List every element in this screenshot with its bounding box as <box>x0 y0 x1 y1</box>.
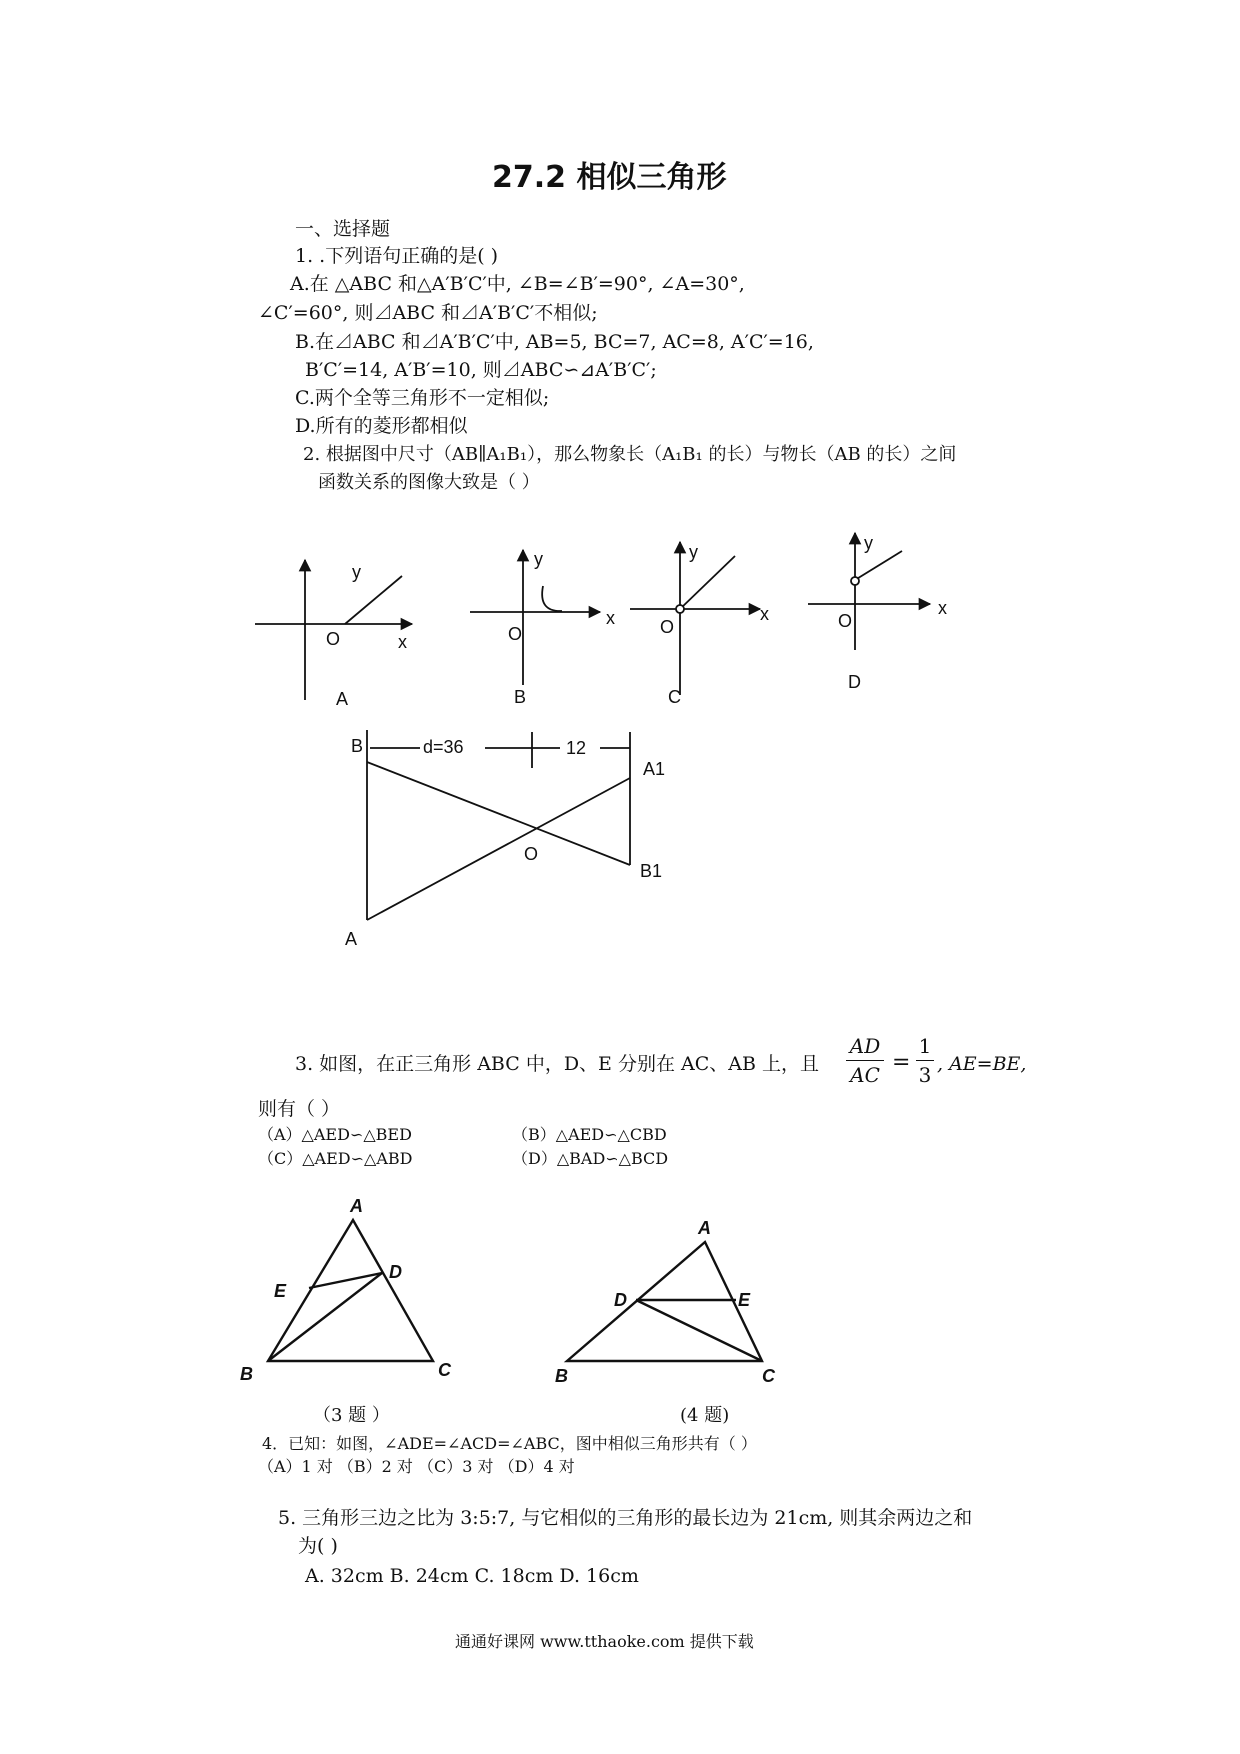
graph-b-y-label: y <box>534 549 543 569</box>
fig4-label-b: B <box>555 1366 568 1386</box>
graph-a-y-label: y <box>352 562 361 582</box>
graph-c-y-label: y <box>689 542 698 562</box>
q3-condition: , AE=BE, <box>937 1053 1027 1075</box>
page-title: 27.2 相似三角形 <box>492 160 727 195</box>
section-heading: 一、选择题 <box>295 218 391 240</box>
q1-option-c: C.两个全等三角形不一定相似; <box>295 387 550 409</box>
q3-option-d: （D）△BAD∽△BCD <box>512 1149 669 1168</box>
fig-label-distance-12: 12 <box>566 738 587 758</box>
q5-options: A. 32cm B. 24cm C. 18cm D. 16cm <box>305 1565 639 1587</box>
q1-stem: 1. .下列语句正确的是( ) <box>295 245 499 267</box>
q3-fraction-one-third <box>916 1034 934 1087</box>
q3-option-a: （A）△AED∽△BED <box>258 1125 412 1144</box>
q2-stem-line1: 2. 根据图中尺寸（AB∥A₁B₁），那么物象长（A₁B₁ 的长）与物长（AB 的长）之间 <box>303 444 957 465</box>
q3-option-c: （C）△AED∽△ABD <box>258 1149 413 1168</box>
fig3-label-a: A <box>350 1196 363 1216</box>
fraction-denominator: AC <box>850 1063 880 1087</box>
q1-option-b-line2: B′C′=14, A′B′=10, 则⊿ABC∽⊿A′B′C′; <box>305 359 657 381</box>
graph-a-x-label: x <box>398 632 407 652</box>
graph-d-x-label: x <box>938 598 947 618</box>
q2-option-graphs <box>0 0 1240 720</box>
fraction-bar <box>846 1060 884 1061</box>
fig-label-o: O <box>524 844 539 864</box>
q3-stem-line1: 3. 如图，在正三角形 ABC 中，D、E 分别在 AC、AB 上，且 <box>295 1053 819 1075</box>
graph-d-origin-label: O <box>838 611 853 631</box>
q1-option-a-line1: A.在 △ABC 和△A′B′C′中, ∠B=∠B′=90°, ∠A=30°, <box>290 273 745 295</box>
graph-d-start-point <box>851 577 859 585</box>
fig-label-distance-36: d=36 <box>423 737 464 757</box>
q5-stem-line1: 5. 三角形三边之比为 3:5:7, 与它相似的三角形的最长边为 21cm, 则其余两边之和 <box>278 1507 973 1529</box>
footer-source: 通通好课网 www.tthaoke.com 提供下载 <box>455 1632 754 1651</box>
q1-option-d: D.所有的菱形都相似 <box>295 415 468 437</box>
fig4-caption: (4 题) <box>680 1405 730 1426</box>
q2-pinhole-figure <box>0 720 1240 980</box>
fig3-label-d: D <box>389 1262 402 1282</box>
q5-stem-line2: 为( ) <box>298 1535 338 1557</box>
fig-label-b1: B1 <box>640 861 663 881</box>
fig3-label-c: C <box>438 1360 451 1380</box>
graph-a-origin-label: O <box>326 629 341 649</box>
fig-label-a: A <box>345 929 358 949</box>
graph-c-origin-point <box>676 605 684 613</box>
fig3-label-e: E <box>274 1281 287 1301</box>
fraction-numerator: AD <box>849 1034 881 1058</box>
fig3-triangle-abc <box>268 1220 433 1361</box>
graph-c-origin-label: O <box>660 617 675 637</box>
fraction-bar <box>916 1060 934 1061</box>
fig-label-a1: A1 <box>643 759 666 779</box>
q3-option-b: （B）△AED∽△CBD <box>512 1125 667 1144</box>
graph-c-line <box>680 556 735 609</box>
graph-b-curve <box>542 586 562 611</box>
fig4-label-c: C <box>762 1366 775 1386</box>
q3-equals: = <box>892 1050 911 1075</box>
fig4-label-d: D <box>614 1290 627 1310</box>
q4-options: （A）1 对 （B）2 对 （C）3 对 （D）4 对 <box>258 1457 575 1476</box>
graph-d-caption: D <box>848 672 861 692</box>
graph-c-x-label: x <box>760 604 769 624</box>
fig3-caption: （3 题 ） <box>313 1405 390 1426</box>
graph-d-y-label: y <box>864 533 873 553</box>
graph-a-caption: A <box>336 689 349 709</box>
graph-a-line <box>345 576 402 624</box>
fig4-label-a: A <box>698 1218 711 1238</box>
q3-q4-figures <box>0 1190 1240 1410</box>
q3-stem-line2: 则有（ ） <box>258 1098 341 1120</box>
fig3-label-b: B <box>240 1364 253 1384</box>
q2-stem-line2: 函数关系的图像大致是（ ） <box>318 472 540 493</box>
graph-c-caption: C <box>668 687 681 707</box>
fraction-numerator: 1 <box>918 1034 932 1058</box>
graph-d-line <box>855 551 902 580</box>
graph-b-x-label: x <box>606 608 615 628</box>
fig4-triangle-abc <box>567 1242 762 1361</box>
q4-stem: 4．已知：如图，∠ADE=∠ACD=∠ABC，图中相似三角形共有（ ） <box>262 1434 757 1453</box>
fig-label-b: B <box>351 736 364 756</box>
graph-b-origin-label: O <box>508 624 523 644</box>
q3-fraction-ad-ac <box>846 1034 884 1087</box>
fraction-denominator: 3 <box>918 1063 932 1087</box>
graph-b-caption: B <box>514 687 527 707</box>
q1-option-a-line2: ∠C′=60°, 则⊿ABC 和⊿A′B′C′不相似; <box>258 302 598 324</box>
fig4-label-e: E <box>738 1290 751 1310</box>
q1-option-b-line1: B.在⊿ABC 和⊿A′B′C′中, AB=5, BC=7, AC=8, A′C′=16, <box>295 331 814 353</box>
